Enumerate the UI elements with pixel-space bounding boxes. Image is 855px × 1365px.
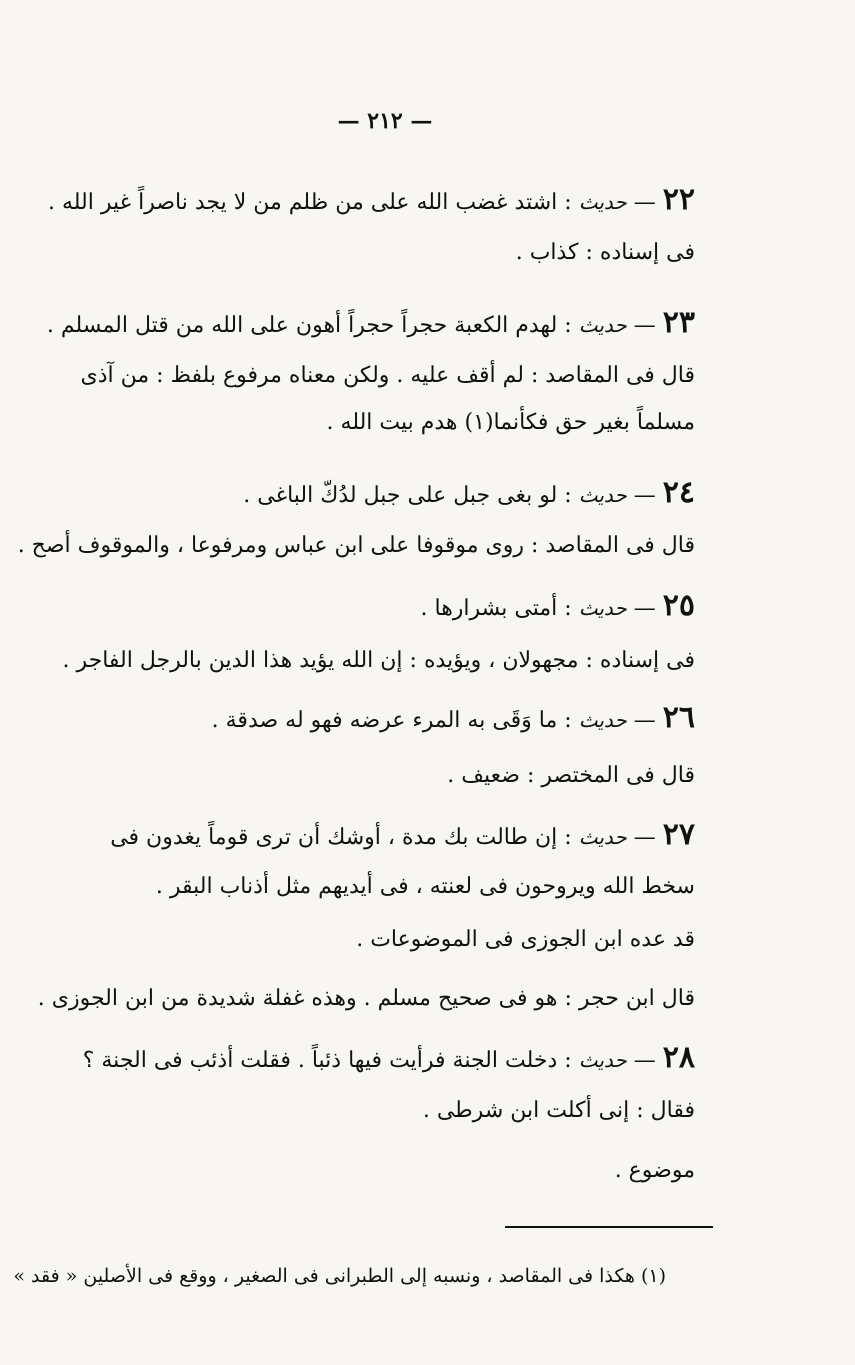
- hadith-text: : لهدم الكعبة حجراً حجراً أهون على الله من قتل المسلم .: [46, 313, 572, 338]
- hadith-27-note-2: قال ابن حجر : هو فى صحيح مسلم . وهذه غفلة شديدة من ابن الجوزى .: [37, 986, 695, 1011]
- hadith-label: حديث: [578, 1048, 627, 1072]
- hadith-23-note-1: قال فى المقاصد : لم أقف عليه . ولكن معناه مرفوع بلفظ : من آذى: [80, 363, 695, 388]
- hadith-text: : دخلت الجنة فرأيت فيها ذئباً . فقلت أذئب فى الجنة ؟: [82, 1048, 572, 1073]
- hadith-text: : اشتد غضب الله على من ظلم من لا يجد ناصراً غير الله .: [47, 190, 572, 215]
- hadith-number: ٢٣: [662, 305, 695, 340]
- hadith-23-note-2: مسلماً بغير حق فكأنما(١) هدم بيت الله .: [326, 410, 695, 435]
- hadith-28-line: ٢٨ — حديث : دخلت الجنة فرأيت فيها ذئباً . فقلت أذئب فى الجنة ؟: [82, 1040, 695, 1075]
- hadith-number: ٢٥: [662, 588, 695, 623]
- hadith-number: ٢٨: [662, 1040, 695, 1075]
- page-number: — ٢١٢ —: [337, 108, 433, 134]
- hadith-label: حديث: [578, 825, 627, 849]
- hadith-24-note: قال فى المقاصد : روى موقوفا على ابن عباس ومرفوعا ، والموقوف أصح .: [17, 533, 695, 558]
- hadith-number: ٢٤: [662, 475, 695, 510]
- footnote: (١) هكذا فى المقاصد ، ونسبه إلى الطبرانى فى الصغير ، ووقع فى الأصلين « فقد »: [13, 1265, 666, 1287]
- hadith-label: حديث: [578, 708, 627, 732]
- hadith-25-line: ٢٥ — حديث : أمتى بشرارها .: [420, 588, 695, 623]
- hadith-26-line: ٢٦ — حديث : ما وَقَى به المرء عرضه فهو له صدقة .: [211, 700, 695, 735]
- hadith-22-line: ٢٢ — حديث : اشتد غضب الله على من ظلم من لا يجد ناصراً غير الله .: [47, 182, 695, 217]
- hadith-27-continuation: سخط الله ويروحون فى لعنته ، فى أيديهم مثل أذناب البقر .: [155, 874, 695, 899]
- hadith-number: ٢٢: [662, 182, 695, 217]
- hadith-label: حديث: [578, 313, 627, 337]
- hadith-text: : أمتى بشرارها .: [420, 596, 572, 621]
- hadith-number: ٢٧: [662, 817, 695, 852]
- hadith-26-note: قال فى المختصر : ضعيف .: [447, 763, 695, 788]
- hadith-text: : ما وَقَى به المرء عرضه فهو له صدقة .: [211, 708, 572, 733]
- footnote-separator: [505, 1226, 713, 1228]
- hadith-27-note-1: قد عده ابن الجوزى فى الموضوعات .: [356, 927, 695, 952]
- hadith-28-continuation: فقال : إنى أكلت ابن شرطى .: [422, 1098, 695, 1123]
- hadith-22-note: فى إسناده : كذاب .: [515, 240, 695, 265]
- hadith-label: حديث: [578, 596, 627, 620]
- hadith-23-line: ٢٣ — حديث : لهدم الكعبة حجراً حجراً أهون على الله من قتل المسلم .: [46, 305, 695, 340]
- hadith-27-line: ٢٧ — حديث : إن طالت بك مدة ، أوشك أن ترى قوماً يغدون فى: [110, 817, 695, 852]
- hadith-label: حديث: [578, 190, 627, 214]
- hadith-text: : إن طالت بك مدة ، أوشك أن ترى قوماً يغدون فى: [110, 825, 572, 850]
- hadith-28-note: موضوع .: [614, 1158, 695, 1183]
- hadith-number: ٢٦: [662, 700, 695, 735]
- hadith-label: حديث: [578, 483, 627, 507]
- hadith-text: : لو بغى جبل على جبل لدُكّ الباغى .: [243, 483, 572, 508]
- hadith-25-note: فى إسناده : مجهولان ، ويؤيده : إن الله يؤيد هذا الدين بالرجل الفاجر .: [62, 648, 695, 673]
- hadith-24-line: ٢٤ — حديث : لو بغى جبل على جبل لدُكّ الباغى .: [243, 475, 695, 510]
